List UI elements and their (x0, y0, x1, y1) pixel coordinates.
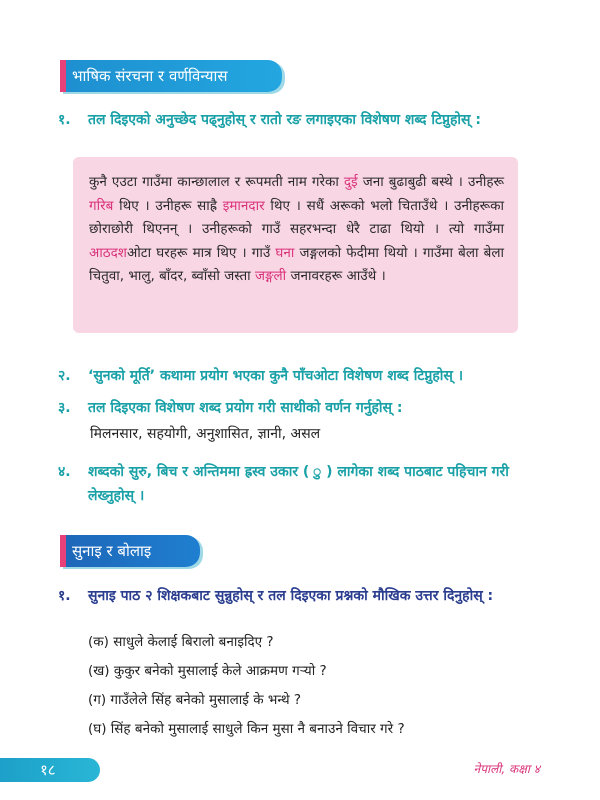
passage-text: जङ्गलको फेदीमा थियो । गाउँमा बेला बेला चितुवा, भालु, बाँदर, ब्वाँसो जस्ता (89, 244, 504, 284)
question-4 (58, 460, 540, 508)
question-number: ४. (58, 464, 71, 480)
passage-text: कुनै एउटा गाउँमा कान्छालाल र रूपमती नाम गरेका (89, 174, 344, 190)
listening-question-1 (58, 584, 540, 608)
heading-accent (60, 60, 66, 92)
question-number: २. (58, 368, 71, 384)
question-number: १. (58, 588, 71, 604)
sub-question-gha: (घ) सिंह बनेको मुसालाई साधुले किन मुसा नै बनाउने विचार गरे ? (88, 721, 405, 737)
question-text: सुनाइ पाठ २ शिक्षकबाट सुन्नुहोस् र तल दिइएका प्रश्नको मौखिक उत्तर दिनुहोस् : (88, 588, 494, 604)
sub-question-ka: (क) साधुले केलाई बिरालो बनाइदिए ? (88, 634, 274, 650)
page-number: १८ (40, 761, 56, 779)
question-number: ३. (58, 400, 71, 416)
question-text: शब्दको सुरु, बिच र अन्तिममा ह्रस्व उकार ( ु ) लागेका शब्द पाठबाट पहिचान गरी लेख्नुहोस् । (88, 464, 509, 504)
adjective-word-list: मिलनसार, सहयोगी, अनुशासित, ज्ञानी, असल (90, 426, 321, 442)
question-text: तल दिइएका विशेषण शब्द प्रयोग गरी साथीको वर्णन गर्नुहोस् : (88, 400, 403, 416)
section-heading-listening (60, 535, 200, 567)
section-title: भाषिक संरचना र वर्णविन्यास (72, 67, 228, 85)
question-2 (58, 364, 540, 388)
book-title: नेपाली, कक्षा ४ (473, 762, 540, 776)
question-3 (58, 396, 540, 420)
question-text: तल दिइएको अनुच्छेद पढ्नुहोस् र रातो रङ लगाइएका विशेषण शब्द टिप्नुहोस् : (88, 112, 481, 128)
adjective-highlight: गरिब (89, 197, 114, 214)
adjective-highlight: जङ्गली (254, 268, 287, 284)
passage-text: ओटा घरहरू मात्र थिए । गाउँ (127, 244, 276, 261)
sub-question-kha: (ख) कुकुर बनेको मुसालाई केले आक्रमण गऱ्यो ? (88, 663, 327, 679)
section-title: सुनाइ र बोलाइ (72, 542, 152, 560)
adjective-highlight: आठदश (89, 244, 127, 261)
section-heading-grammar (60, 60, 282, 92)
passage-text: जनावरहरू आउँथे । (286, 268, 386, 284)
adjective-highlight: दुई (343, 174, 358, 190)
heading-accent (60, 535, 66, 567)
adjective-highlight: इमानदार (222, 197, 265, 214)
adjective-highlight: घना (275, 244, 295, 261)
passage-text: जना बुढाबुढी बस्थे । उनीहरू (357, 174, 504, 190)
sub-question-ga: (ग) गाउँलेले सिंह बनेको मुसालाई के भन्थे ? (88, 692, 302, 708)
paragraph-box (73, 157, 518, 333)
question-1 (58, 108, 540, 132)
question-text: ‘सुनको मूर्ति’ कथामा प्रयोग भएका कुनै पाँचओटा विशेषण शब्द टिप्नुहोस् । (88, 368, 464, 384)
question-number: १. (58, 112, 71, 128)
passage-text: थिए । सधैं अरूको भलो चिताउँथे । उनीहरूका छोराछोरी थिएनन् । उनीहरूको गाउँ सहरभन्दा धेरै टाढा थियो । त्यो गाउँमा (89, 197, 504, 237)
passage-text: थिए । उनीहरू साह्रै (113, 197, 223, 214)
